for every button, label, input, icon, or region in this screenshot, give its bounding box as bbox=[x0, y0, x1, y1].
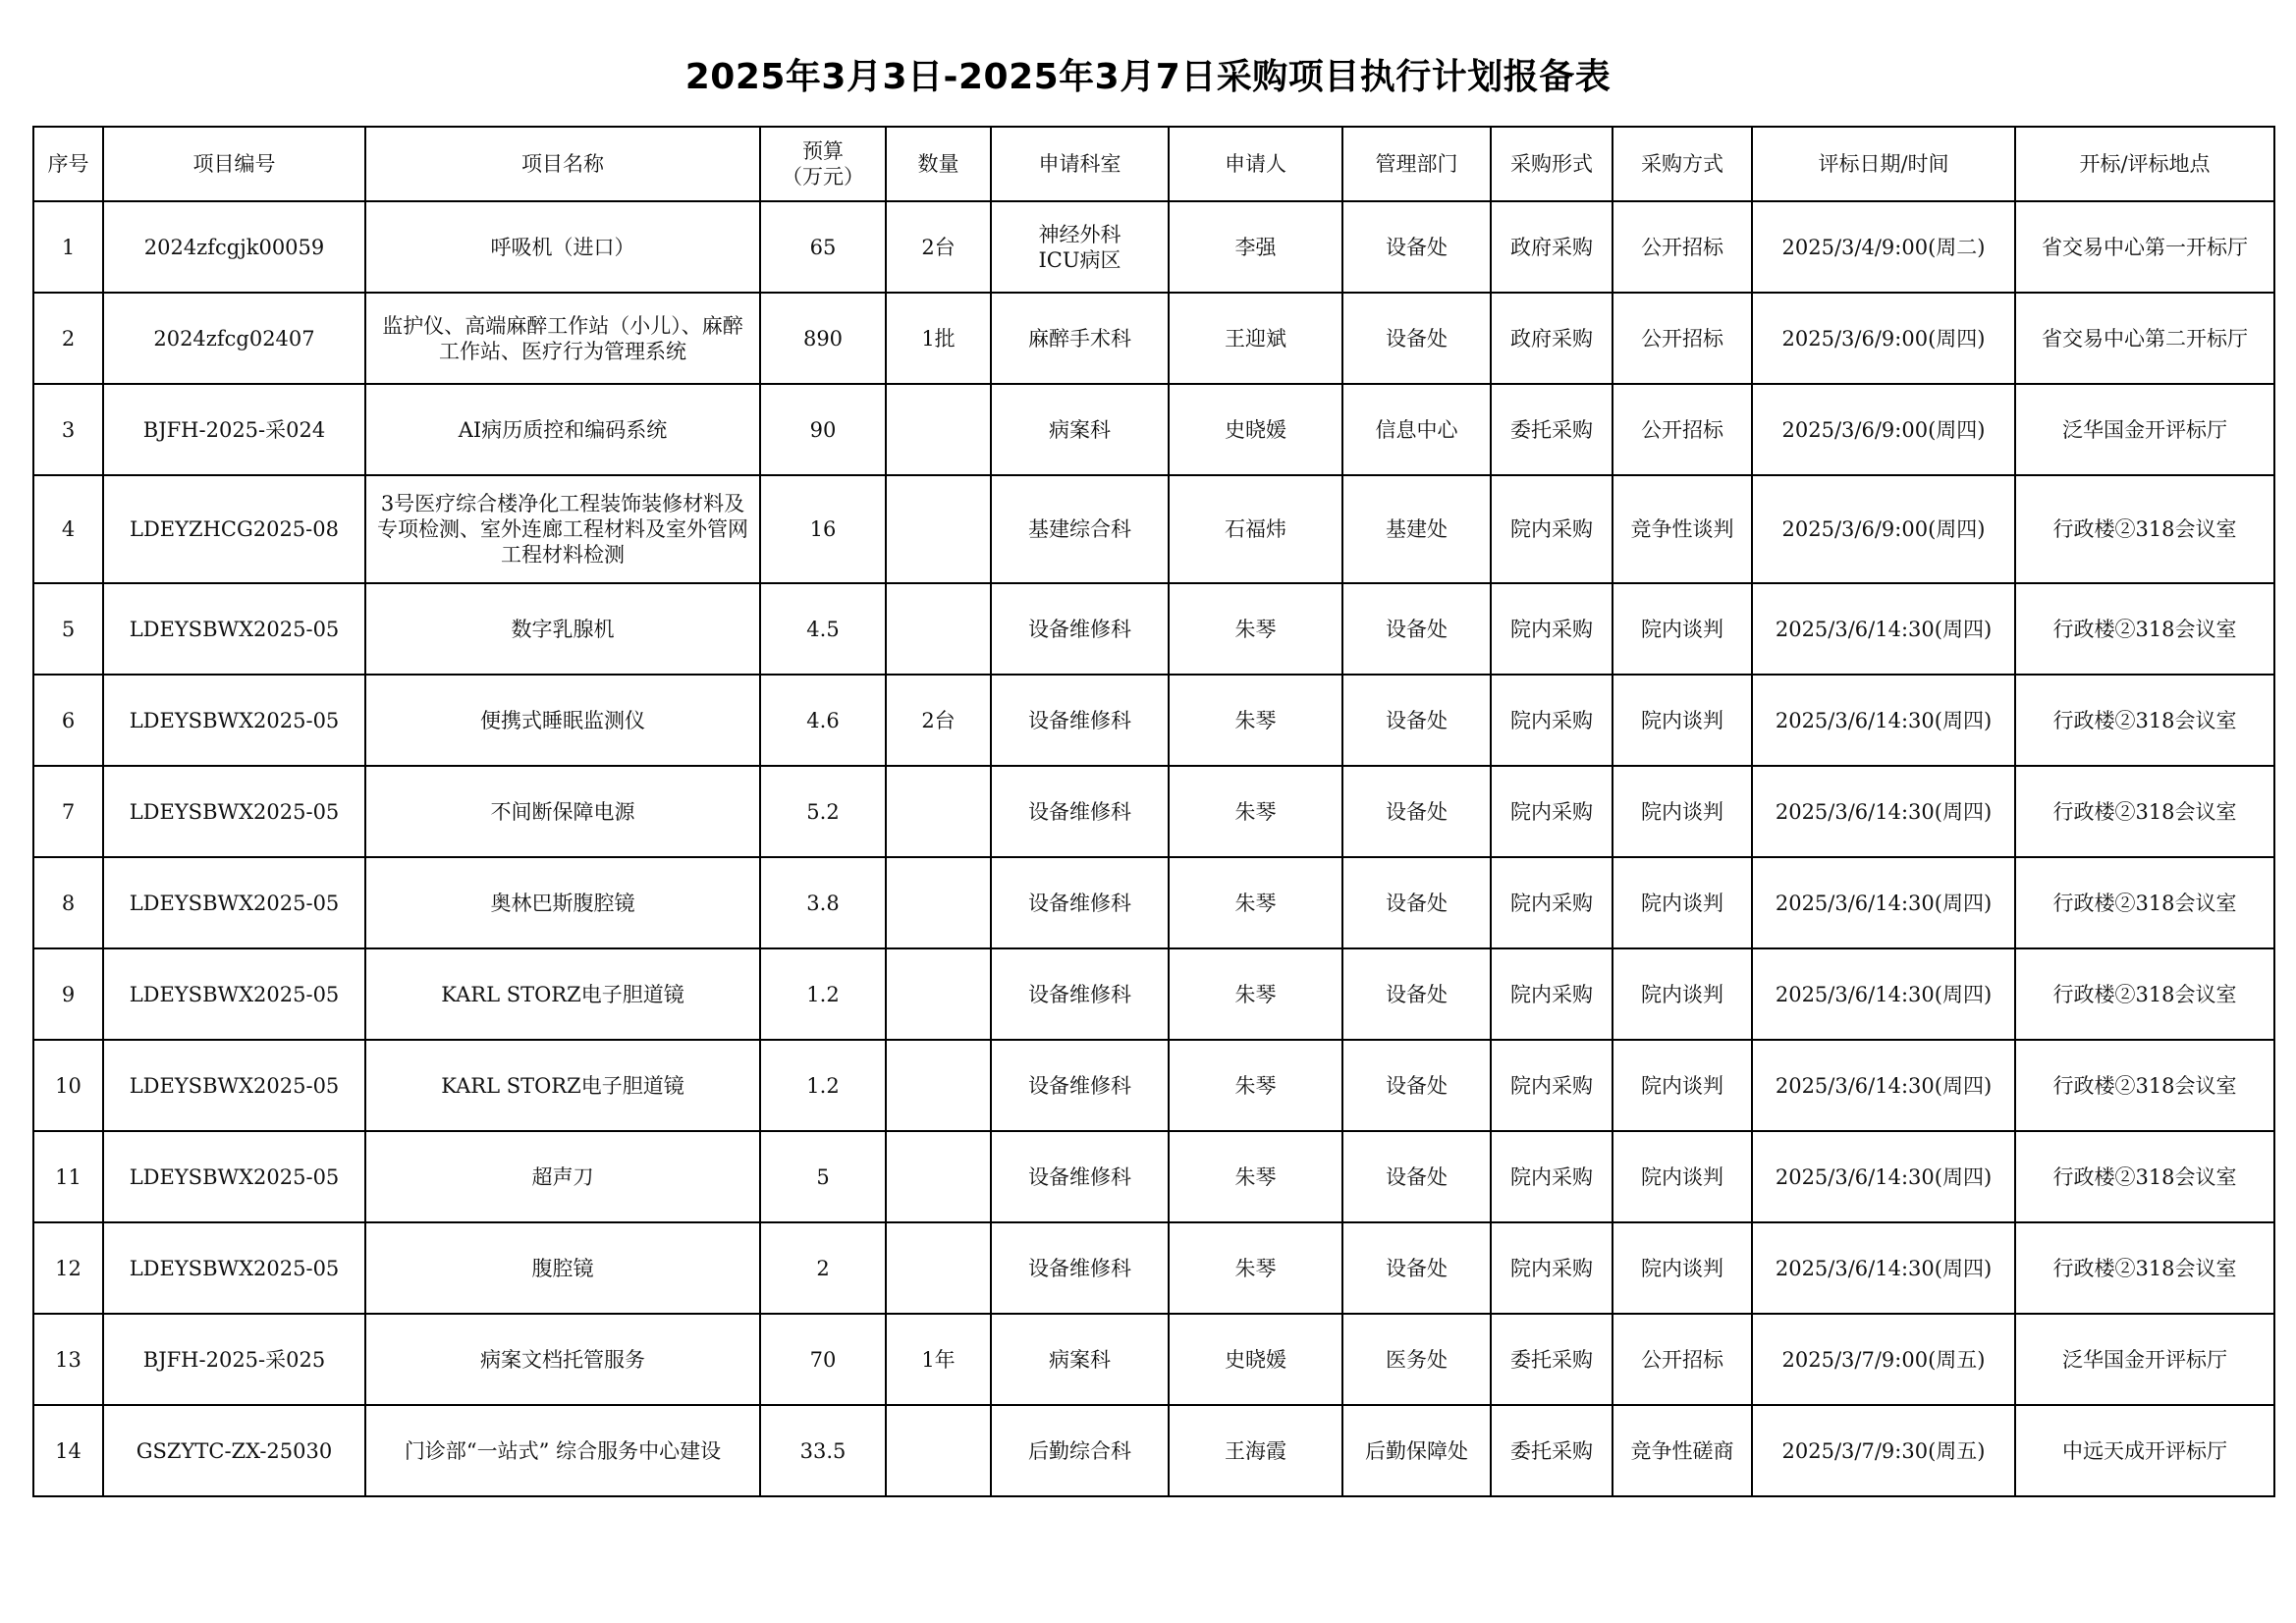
evaluation-location-cell: 行政楼②318会议室 bbox=[2015, 766, 2274, 857]
managing-dept-cell: 设备处 bbox=[1342, 766, 1491, 857]
evaluation-datetime-cell: 2025/3/6/14:30(周四) bbox=[1752, 1040, 2015, 1131]
evaluation-location-cell: 省交易中心第二开标厅 bbox=[2015, 293, 2274, 384]
evaluation-datetime-cell: 2025/3/7/9:00(周五) bbox=[1752, 1314, 2015, 1405]
managing-dept-cell: 设备处 bbox=[1342, 948, 1491, 1040]
table-row bbox=[33, 475, 2274, 583]
seq-cell: 14 bbox=[33, 1405, 103, 1496]
evaluation-location-cell: 行政楼②318会议室 bbox=[2015, 948, 2274, 1040]
seq-cell: 3 bbox=[33, 384, 103, 475]
header-cell: 采购方式 bbox=[1613, 127, 1752, 201]
seq-cell: 13 bbox=[33, 1314, 103, 1405]
procurement-form-cell: 院内采购 bbox=[1491, 475, 1613, 583]
header-cell: 序号 bbox=[33, 127, 103, 201]
project-name-cell: 奥林巴斯腹腔镜 bbox=[365, 857, 760, 948]
seq-cell: 1 bbox=[33, 201, 103, 293]
quantity-cell: 1年 bbox=[886, 1314, 991, 1405]
quantity-cell: 1批 bbox=[886, 293, 991, 384]
procurement-form-cell: 院内采购 bbox=[1491, 583, 1613, 675]
evaluation-datetime-cell: 2025/3/6/9:00(周四) bbox=[1752, 384, 2015, 475]
department-cell: 病案科 bbox=[991, 384, 1169, 475]
department-cell: 神经外科 ICU病区 bbox=[991, 201, 1169, 293]
project-name-cell: 3号医疗综合楼净化工程装饰装修材料及专项检测、室外连廊工程材料及室外管网工程材料检测 bbox=[365, 475, 760, 583]
evaluation-location-cell: 泛华国金开评标厅 bbox=[2015, 384, 2274, 475]
applicant-cell: 朱琴 bbox=[1169, 948, 1342, 1040]
header-cell: 项目名称 bbox=[365, 127, 760, 201]
procurement-form-cell: 院内采购 bbox=[1491, 1222, 1613, 1314]
managing-dept-cell: 设备处 bbox=[1342, 1222, 1491, 1314]
table-row bbox=[33, 384, 2274, 475]
applicant-cell: 朱琴 bbox=[1169, 1040, 1342, 1131]
table-row bbox=[33, 1040, 2274, 1131]
budget-cell: 5.2 bbox=[760, 766, 886, 857]
project-code-cell: LDEYSBWX2025-05 bbox=[103, 1040, 365, 1131]
evaluation-datetime-cell: 2025/3/6/14:30(周四) bbox=[1752, 583, 2015, 675]
procurement-method-cell: 院内谈判 bbox=[1613, 948, 1752, 1040]
applicant-cell: 史晓媛 bbox=[1169, 1314, 1342, 1405]
budget-cell: 16 bbox=[760, 475, 886, 583]
quantity-cell bbox=[886, 1040, 991, 1131]
applicant-cell: 朱琴 bbox=[1169, 583, 1342, 675]
evaluation-location-cell: 泛华国金开评标厅 bbox=[2015, 1314, 2274, 1405]
department-cell: 设备维修科 bbox=[991, 1040, 1169, 1131]
applicant-cell: 朱琴 bbox=[1169, 1222, 1342, 1314]
project-code-cell: 2024zfcgjk00059 bbox=[103, 201, 365, 293]
procurement-method-cell: 院内谈判 bbox=[1613, 857, 1752, 948]
quantity-cell bbox=[886, 948, 991, 1040]
header-cell: 评标日期/时间 bbox=[1752, 127, 2015, 201]
evaluation-location-cell: 行政楼②318会议室 bbox=[2015, 583, 2274, 675]
budget-cell: 1.2 bbox=[760, 1040, 886, 1131]
evaluation-location-cell: 行政楼②318会议室 bbox=[2015, 1040, 2274, 1131]
procurement-form-cell: 委托采购 bbox=[1491, 1405, 1613, 1496]
table-row bbox=[33, 857, 2274, 948]
managing-dept-cell: 设备处 bbox=[1342, 1131, 1491, 1222]
quantity-cell: 2台 bbox=[886, 201, 991, 293]
quantity-cell bbox=[886, 475, 991, 583]
department-cell: 设备维修科 bbox=[991, 948, 1169, 1040]
applicant-cell: 史晓媛 bbox=[1169, 384, 1342, 475]
budget-cell: 70 bbox=[760, 1314, 886, 1405]
procurement-form-cell: 政府采购 bbox=[1491, 201, 1613, 293]
project-name-cell: 腹腔镜 bbox=[365, 1222, 760, 1314]
seq-cell: 2 bbox=[33, 293, 103, 384]
procurement-method-cell: 公开招标 bbox=[1613, 201, 1752, 293]
project-name-cell: 数字乳腺机 bbox=[365, 583, 760, 675]
budget-cell: 890 bbox=[760, 293, 886, 384]
department-cell: 病案科 bbox=[991, 1314, 1169, 1405]
project-code-cell: LDEYSBWX2025-05 bbox=[103, 1131, 365, 1222]
seq-cell: 7 bbox=[33, 766, 103, 857]
seq-cell: 4 bbox=[33, 475, 103, 583]
procurement-form-cell: 院内采购 bbox=[1491, 766, 1613, 857]
budget-cell: 65 bbox=[760, 201, 886, 293]
procurement-method-cell: 院内谈判 bbox=[1613, 1222, 1752, 1314]
project-name-cell: 超声刀 bbox=[365, 1131, 760, 1222]
managing-dept-cell: 设备处 bbox=[1342, 675, 1491, 766]
procurement-method-cell: 院内谈判 bbox=[1613, 1040, 1752, 1131]
applicant-cell: 石福炜 bbox=[1169, 475, 1342, 583]
project-name-cell: KARL STORZ电子胆道镜 bbox=[365, 1040, 760, 1131]
table-header-row bbox=[33, 127, 2274, 201]
department-cell: 设备维修科 bbox=[991, 1222, 1169, 1314]
project-code-cell: BJFH-2025-采024 bbox=[103, 384, 365, 475]
project-name-cell: 便携式睡眠监测仪 bbox=[365, 675, 760, 766]
evaluation-datetime-cell: 2025/3/6/9:00(周四) bbox=[1752, 293, 2015, 384]
project-code-cell: 2024zfcg02407 bbox=[103, 293, 365, 384]
project-code-cell: LDEYSBWX2025-05 bbox=[103, 1222, 365, 1314]
budget-cell: 33.5 bbox=[760, 1405, 886, 1496]
evaluation-location-cell: 行政楼②318会议室 bbox=[2015, 1131, 2274, 1222]
seq-cell: 10 bbox=[33, 1040, 103, 1131]
budget-cell: 3.8 bbox=[760, 857, 886, 948]
managing-dept-cell: 设备处 bbox=[1342, 583, 1491, 675]
department-cell: 后勤综合科 bbox=[991, 1405, 1169, 1496]
header-cell: 开标/评标地点 bbox=[2015, 127, 2274, 201]
department-cell: 设备维修科 bbox=[991, 583, 1169, 675]
page-title: 2025年3月3日-2025年3月7日采购项目执行计划报备表 bbox=[684, 57, 1612, 97]
header-cell: 采购形式 bbox=[1491, 127, 1613, 201]
evaluation-datetime-cell: 2025/3/6/14:30(周四) bbox=[1752, 675, 2015, 766]
table-row bbox=[33, 201, 2274, 293]
procurement-method-cell: 竞争性磋商 bbox=[1613, 1405, 1752, 1496]
evaluation-datetime-cell: 2025/3/4/9:00(周二) bbox=[1752, 201, 2015, 293]
procurement-method-cell: 院内谈判 bbox=[1613, 1131, 1752, 1222]
department-cell: 设备维修科 bbox=[991, 675, 1169, 766]
evaluation-datetime-cell: 2025/3/6/14:30(周四) bbox=[1752, 1131, 2015, 1222]
header-cell: 预算 （万元） bbox=[760, 127, 886, 201]
project-name-cell: 监护仪、高端麻醉工作站（小儿）、麻醉工作站、医疗行为管理系统 bbox=[365, 293, 760, 384]
project-name-cell: 呼吸机（进口） bbox=[365, 201, 760, 293]
seq-cell: 6 bbox=[33, 675, 103, 766]
evaluation-location-cell: 行政楼②318会议室 bbox=[2015, 475, 2274, 583]
quantity-cell bbox=[886, 1131, 991, 1222]
procurement-method-cell: 院内谈判 bbox=[1613, 675, 1752, 766]
project-code-cell: LDEYSBWX2025-05 bbox=[103, 583, 365, 675]
quantity-cell bbox=[886, 1405, 991, 1496]
seq-cell: 5 bbox=[33, 583, 103, 675]
table-row bbox=[33, 948, 2274, 1040]
managing-dept-cell: 设备处 bbox=[1342, 293, 1491, 384]
project-code-cell: GSZYTC-ZX-25030 bbox=[103, 1405, 365, 1496]
evaluation-location-cell: 行政楼②318会议室 bbox=[2015, 675, 2274, 766]
applicant-cell: 朱琴 bbox=[1169, 675, 1342, 766]
applicant-cell: 王海霞 bbox=[1169, 1405, 1342, 1496]
table-row bbox=[33, 1314, 2274, 1405]
project-code-cell: LDEYSBWX2025-05 bbox=[103, 857, 365, 948]
evaluation-location-cell: 行政楼②318会议室 bbox=[2015, 857, 2274, 948]
evaluation-datetime-cell: 2025/3/6/14:30(周四) bbox=[1752, 766, 2015, 857]
budget-cell: 5 bbox=[760, 1131, 886, 1222]
quantity-cell: 2台 bbox=[886, 675, 991, 766]
seq-cell: 12 bbox=[33, 1222, 103, 1314]
managing-dept-cell: 设备处 bbox=[1342, 857, 1491, 948]
table-row bbox=[33, 293, 2274, 384]
project-code-cell: LDEYSBWX2025-05 bbox=[103, 766, 365, 857]
department-cell: 设备维修科 bbox=[991, 857, 1169, 948]
procurement-plan-table bbox=[32, 126, 2275, 1497]
procurement-form-cell: 委托采购 bbox=[1491, 1314, 1613, 1405]
table-row bbox=[33, 583, 2274, 675]
applicant-cell: 朱琴 bbox=[1169, 857, 1342, 948]
procurement-method-cell: 竞争性谈判 bbox=[1613, 475, 1752, 583]
quantity-cell bbox=[886, 384, 991, 475]
department-cell: 麻醉手术科 bbox=[991, 293, 1169, 384]
procurement-form-cell: 院内采购 bbox=[1491, 1131, 1613, 1222]
procurement-form-cell: 院内采购 bbox=[1491, 948, 1613, 1040]
managing-dept-cell: 设备处 bbox=[1342, 201, 1491, 293]
header-cell: 管理部门 bbox=[1342, 127, 1491, 201]
budget-cell: 4.5 bbox=[760, 583, 886, 675]
budget-cell: 4.6 bbox=[760, 675, 886, 766]
evaluation-location-cell: 行政楼②318会议室 bbox=[2015, 1222, 2274, 1314]
department-cell: 基建综合科 bbox=[991, 475, 1169, 583]
applicant-cell: 李强 bbox=[1169, 201, 1342, 293]
seq-cell: 8 bbox=[33, 857, 103, 948]
evaluation-datetime-cell: 2025/3/6/9:00(周四) bbox=[1752, 475, 2015, 583]
evaluation-datetime-cell: 2025/3/7/9:30(周五) bbox=[1752, 1405, 2015, 1496]
procurement-method-cell: 公开招标 bbox=[1613, 384, 1752, 475]
project-code-cell: LDEYZHCG2025-08 bbox=[103, 475, 365, 583]
table-row bbox=[33, 1405, 2274, 1496]
managing-dept-cell: 信息中心 bbox=[1342, 384, 1491, 475]
project-name-cell: KARL STORZ电子胆道镜 bbox=[365, 948, 760, 1040]
managing-dept-cell: 后勤保障处 bbox=[1342, 1405, 1491, 1496]
department-cell: 设备维修科 bbox=[991, 1131, 1169, 1222]
evaluation-location-cell: 省交易中心第一开标厅 bbox=[2015, 201, 2274, 293]
procurement-method-cell: 院内谈判 bbox=[1613, 766, 1752, 857]
procurement-form-cell: 政府采购 bbox=[1491, 293, 1613, 384]
header-cell: 项目编号 bbox=[103, 127, 365, 201]
managing-dept-cell: 医务处 bbox=[1342, 1314, 1491, 1405]
procurement-method-cell: 公开招标 bbox=[1613, 293, 1752, 384]
quantity-cell bbox=[886, 1222, 991, 1314]
table-row bbox=[33, 1222, 2274, 1314]
applicant-cell: 王迎斌 bbox=[1169, 293, 1342, 384]
procurement-form-cell: 院内采购 bbox=[1491, 675, 1613, 766]
project-name-cell: 病案文档托管服务 bbox=[365, 1314, 760, 1405]
project-name-cell: 门诊部“一站式” 综合服务中心建设 bbox=[365, 1405, 760, 1496]
evaluation-datetime-cell: 2025/3/6/14:30(周四) bbox=[1752, 1222, 2015, 1314]
seq-cell: 9 bbox=[33, 948, 103, 1040]
quantity-cell bbox=[886, 857, 991, 948]
managing-dept-cell: 基建处 bbox=[1342, 475, 1491, 583]
applicant-cell: 朱琴 bbox=[1169, 766, 1342, 857]
evaluation-datetime-cell: 2025/3/6/14:30(周四) bbox=[1752, 857, 2015, 948]
seq-cell: 11 bbox=[33, 1131, 103, 1222]
managing-dept-cell: 设备处 bbox=[1342, 1040, 1491, 1131]
header-cell: 申请科室 bbox=[991, 127, 1169, 201]
evaluation-datetime-cell: 2025/3/6/14:30(周四) bbox=[1752, 948, 2015, 1040]
project-name-cell: AI病历质控和编码系统 bbox=[365, 384, 760, 475]
quantity-cell bbox=[886, 766, 991, 857]
procurement-form-cell: 院内采购 bbox=[1491, 857, 1613, 948]
budget-cell: 1.2 bbox=[760, 948, 886, 1040]
budget-cell: 90 bbox=[760, 384, 886, 475]
project-code-cell: LDEYSBWX2025-05 bbox=[103, 675, 365, 766]
budget-cell: 2 bbox=[760, 1222, 886, 1314]
procurement-form-cell: 委托采购 bbox=[1491, 384, 1613, 475]
table-row bbox=[33, 1131, 2274, 1222]
project-code-cell: BJFH-2025-采025 bbox=[103, 1314, 365, 1405]
department-cell: 设备维修科 bbox=[991, 766, 1169, 857]
quantity-cell bbox=[886, 583, 991, 675]
header-cell: 申请人 bbox=[1169, 127, 1342, 201]
evaluation-location-cell: 中远天成开评标厅 bbox=[2015, 1405, 2274, 1496]
procurement-method-cell: 院内谈判 bbox=[1613, 583, 1752, 675]
project-name-cell: 不间断保障电源 bbox=[365, 766, 760, 857]
procurement-form-cell: 院内采购 bbox=[1491, 1040, 1613, 1131]
table-body bbox=[33, 201, 2274, 1496]
procurement-method-cell: 公开招标 bbox=[1613, 1314, 1752, 1405]
project-code-cell: LDEYSBWX2025-05 bbox=[103, 948, 365, 1040]
table-row bbox=[33, 766, 2274, 857]
applicant-cell: 朱琴 bbox=[1169, 1131, 1342, 1222]
table-row bbox=[33, 675, 2274, 766]
header-cell: 数量 bbox=[886, 127, 991, 201]
